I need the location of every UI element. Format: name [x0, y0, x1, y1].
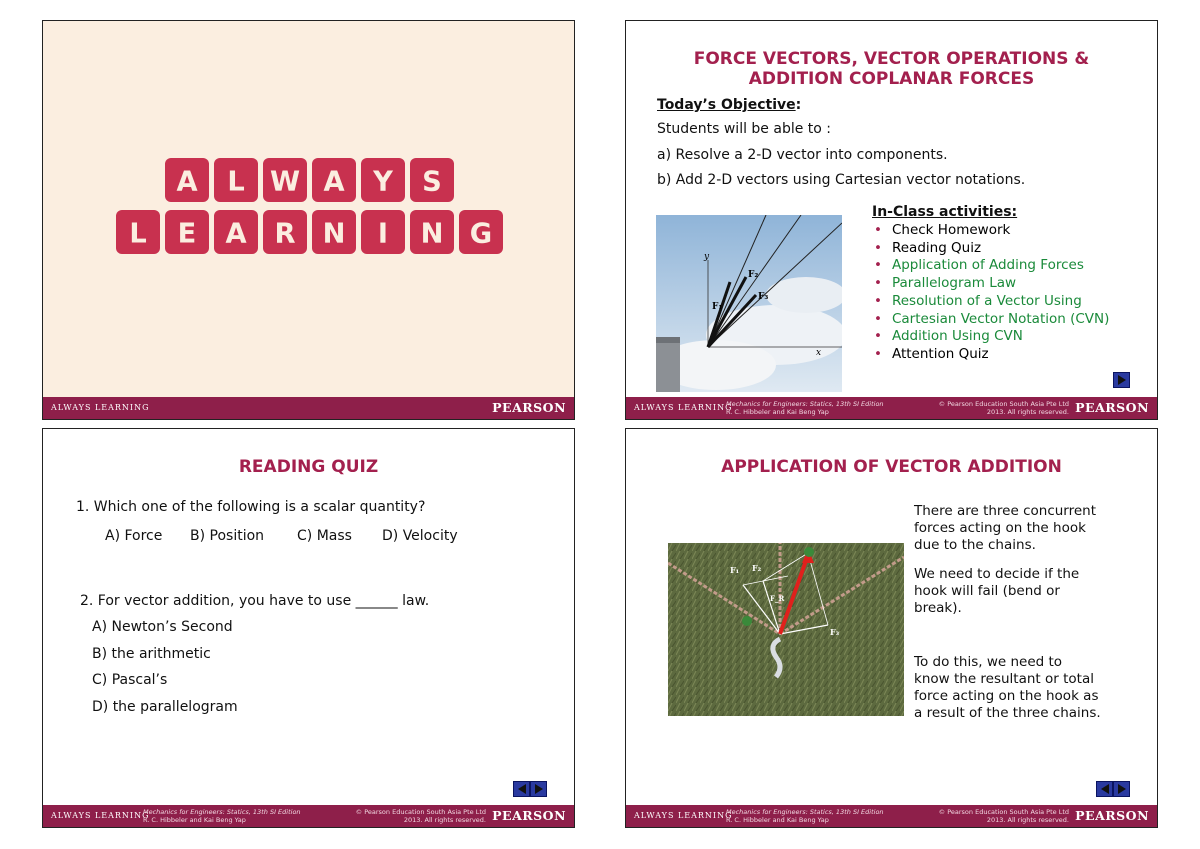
bullet-icon: • [874, 257, 882, 274]
footer-pearson-logo: PEARSON [492, 400, 566, 415]
slide-footer [43, 805, 574, 827]
bullet-icon: • [874, 328, 882, 345]
quiz-option: D) Velocity [382, 528, 458, 544]
activity-item: • Resolution of a Vector Using [874, 292, 1082, 309]
paragraph-forces: There are three concurrent forces acting on the hook due to the chains. [914, 503, 1097, 553]
slide-footer [626, 805, 1157, 827]
previous-arrow-icon [518, 784, 526, 794]
slide-title: READING QUIZ [238, 457, 379, 477]
next-arrow-icon [535, 784, 543, 794]
bullet-icon: • [874, 345, 882, 362]
paragraph-decision: We need to decide if the hook will fail (bend or break). [914, 566, 1080, 616]
slide-always-learning [42, 20, 575, 420]
previous-slide-button[interactable] [513, 781, 530, 797]
slide-reading-quiz [42, 428, 575, 828]
slide-application [625, 428, 1158, 828]
activity-item: • Cartesian Vector Notation (CVN) [874, 310, 1110, 327]
figure-axis-x: x [816, 348, 822, 358]
footer-always-learning: ALWAYS LEARNING [51, 811, 150, 820]
title-line-1: FORCE VECTORS, VECTOR OPERATIONS & [693, 49, 1090, 69]
figure-label-f3: F₃ [830, 627, 840, 637]
bullet-icon: • [874, 239, 882, 256]
figure-label-f1: F₁ [712, 302, 723, 312]
logo-letter: S [422, 166, 442, 198]
footer-pearson-logo: PEARSON [492, 808, 566, 823]
logo-letter: Y [373, 166, 393, 198]
logo-letter: E [177, 218, 197, 250]
next-slide-button[interactable] [530, 781, 547, 797]
quiz-option: B) Position [190, 528, 265, 544]
footer-book-credit: Mechanics for Engineers: Statics, 13th SI Edition R. C. Hibbeler and Kai Beng Yap [143, 808, 301, 824]
objective-heading: Today’s Objective: [657, 97, 802, 113]
activity-item: • Addition Using CVN [874, 328, 1023, 345]
logo-letter: A [225, 218, 247, 250]
hook-chains-figure [668, 543, 904, 716]
bullet-icon: • [874, 310, 882, 327]
activity-item: • Check Homework [874, 222, 1011, 238]
previous-arrow-icon [1101, 784, 1109, 794]
figure-label-f2: F₂ [748, 270, 759, 280]
objective-item: b) Add 2-D vectors using Cartesian vector notations. [657, 172, 1026, 188]
logo-letter: A [176, 166, 198, 198]
slide-footer [43, 397, 574, 419]
previous-slide-button[interactable] [1096, 781, 1113, 797]
logo-letter: L [129, 218, 147, 250]
activity-item: • Application of Adding Forces [874, 257, 1084, 274]
figure-label-fr: F_R [770, 594, 785, 603]
quiz-question-1: 1. Which one of the following is a scalar quantity? [76, 499, 426, 515]
slide-objectives [625, 20, 1158, 420]
quiz-option: C) Mass [297, 528, 352, 544]
footer-copyright: © Pearson Education South Asia Pte Ltd 2013. All rights reserved. [938, 808, 1069, 824]
next-slide-button[interactable] [1113, 372, 1130, 388]
quiz-question-2: 2. For vector addition, you have to use ______ law. [80, 593, 430, 609]
footer-book-credit: Mechanics for Engineers: Statics, 13th SI Edition R. C. Hibbeler and Kai Beng Yap [726, 400, 884, 416]
bullet-icon: • [874, 222, 882, 238]
footer-copyright: © Pearson Education South Asia Pte Ltd 2013. All rights reserved. [355, 808, 486, 824]
activity-item: • Attention Quiz [874, 345, 989, 362]
objective-item: a) Resolve a 2-D vector into components. [657, 147, 948, 163]
figure-label-f2: F₂ [752, 563, 762, 573]
logo-letter: W [269, 166, 301, 198]
slide-title [626, 49, 1157, 89]
logo-letter: G [469, 218, 493, 250]
activities-list [874, 222, 1109, 364]
footer-pearson-logo: PEARSON [1075, 400, 1149, 415]
logo-letter: L [227, 166, 245, 198]
figure-axis-y: y [704, 252, 710, 262]
quiz-option: C) Pascal’s [92, 672, 168, 688]
quiz-option: A) Newton’s Second [92, 619, 233, 635]
paragraph-resultant: To do this, we need to know the resultant or total force acting on the hook as a result of the three chains. [914, 654, 1101, 721]
footer-always-learning: ALWAYS LEARNING [634, 811, 733, 820]
logo-letter: N [322, 218, 346, 250]
quiz-option: B) the arithmetic [92, 646, 211, 662]
next-slide-button[interactable] [1113, 781, 1130, 797]
figure-label-f1: F₁ [730, 565, 740, 575]
always-learning-logo [43, 21, 575, 420]
footer-always-learning: ALWAYS LEARNING [51, 403, 150, 412]
activities-heading: In-Class activities: [872, 204, 1018, 220]
activity-item: • Parallelogram Law [874, 275, 1017, 292]
logo-letter: I [377, 218, 389, 250]
logo-letter: N [420, 218, 444, 250]
objective-intro: Students will be able to : [657, 121, 832, 137]
bullet-icon: • [874, 275, 882, 292]
footer-always-learning: ALWAYS LEARNING [634, 403, 733, 412]
next-arrow-icon [1118, 375, 1126, 385]
footer-book-credit: Mechanics for Engineers: Statics, 13th SI Edition R. C. Hibbeler and Kai Beng Yap [726, 808, 884, 824]
figure-label-f3: F₃ [758, 292, 769, 302]
quiz-option: D) the parallelogram [92, 699, 238, 715]
footer-pearson-logo: PEARSON [1075, 808, 1149, 823]
next-arrow-icon [1118, 784, 1126, 794]
slide-footer [626, 397, 1157, 419]
logo-letter: R [274, 218, 296, 250]
activity-item: • Reading Quiz [874, 239, 982, 256]
footer-copyright: © Pearson Education South Asia Pte Ltd 2013. All rights reserved. [938, 400, 1069, 416]
bullet-icon: • [874, 292, 882, 309]
slide-title: APPLICATION OF VECTOR ADDITION [721, 457, 1062, 477]
logo-letter: A [323, 166, 345, 198]
quiz-option: A) Force [105, 528, 163, 544]
power-pole-figure [656, 215, 842, 392]
title-line-2: ADDITION COPLANAR FORCES [748, 69, 1035, 89]
